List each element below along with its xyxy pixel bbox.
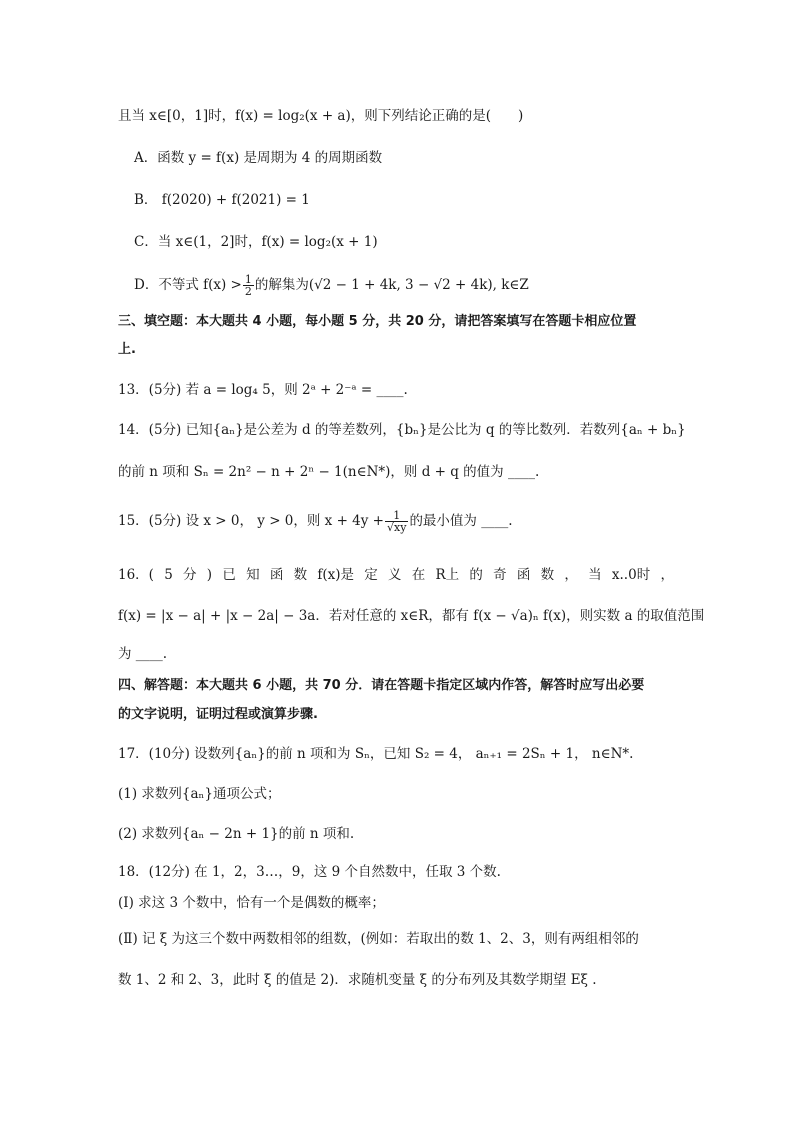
- q16-token: 的: [469, 567, 483, 583]
- question-14-line2: 的前 n 项和 Sₙ = 2n² − n + 2ⁿ − 1(n∈N*)，则 d + q 的值为 ____.: [118, 464, 540, 480]
- question-17: 17．(10分) 设数列{aₙ}的前 n 项和为 Sₙ，已知 S₂ = 4， aₙ₊₁ = 2Sₙ + 1， n∈N*.: [118, 746, 634, 762]
- fraction-one-half: $\frac{1}{2}$: [244, 273, 252, 298]
- q16-token: R上: [435, 567, 460, 583]
- q16-token: 定: [364, 567, 378, 583]
- q16-token: 函: [516, 567, 531, 583]
- q16-token: 数: [293, 567, 308, 583]
- option-d-prefix: D．不等式 f(x) >: [134, 277, 242, 293]
- q16-token: 奇: [493, 567, 507, 583]
- question-15: [118, 510, 674, 533]
- section-three-heading-cont: 上.: [118, 342, 136, 357]
- option-d-suffix: 的解集为(√2 − 1 + 4k, 3 − √2 + 4k), k∈Z: [254, 277, 529, 293]
- q16-token: 当: [588, 567, 602, 583]
- q12-option-a: A．函数 y = f(x) 是周期为 4 的周期函数: [134, 150, 383, 166]
- section-four-heading: 四、解答题：本大题共 6 小题，共 70 分．请在答题卡指定区域内作答，解答时应写出必要: [118, 678, 645, 693]
- question-18: 18．(12分) 在 1，2，3…，9，这 9 个自然数中，任取 3 个数.: [118, 864, 501, 880]
- question-16-line1: [118, 565, 674, 585]
- q16-token: 5: [164, 567, 173, 583]
- fraction-one-over-sqrt-xy: $\frac{1}{√xy}$: [387, 509, 407, 534]
- question-18-part2-line1: (Ⅱ) 记 ξ 为这三个数中两数相邻的组数，(例如：若取出的数 1、2、3，则有两组相邻的: [118, 931, 639, 947]
- section-four-heading-cont: 的文字说明，证明过程或演算步骤.: [118, 707, 318, 722]
- question-17-part2: (2) 求数列{aₙ − 2n + 1}的前 n 项和.: [118, 826, 355, 842]
- q12-option-c: C．当 x∈(1，2]时，f(x) = log₂(x + 1): [134, 234, 378, 250]
- question-17-part1: (1) 求数列{aₙ}通项公式；: [118, 786, 281, 802]
- q16-token: ，: [564, 567, 578, 583]
- q16-token: 义: [387, 567, 402, 583]
- q12-option-b: B． f(2020) + f(2021) = 1: [134, 192, 310, 208]
- q16-token: 16．(: [118, 567, 154, 583]
- question-16-line2: f(x) = |x − a| + |x − 2a| − 3a．若对任意的 x∈R，都有 f(x − √a)ₙ f(x)，则实数 a 的取值范围: [118, 608, 705, 624]
- q16-token: ): [206, 567, 213, 583]
- q15-prefix: 15．(5分) 设 x > 0， y > 0，则 x + 4y +: [118, 513, 384, 529]
- question-18-part2-line2: 数 1、2 和 2、3，此时 ξ 的值是 2)．求随机变量 ξ 的分布列及其数学期望 Eξ .: [118, 972, 597, 988]
- q16-token: 知: [246, 567, 260, 583]
- q12-stem-continuation: 且当 x∈[0，1]时，f(x) = log₂(x + a)，则下列结论正确的是( ): [118, 108, 524, 124]
- q12-option-d: [134, 274, 674, 297]
- q16-token: ，: [660, 567, 674, 583]
- question-13: 13．(5分) 若 a = log₄ 5，则 2ᵃ + 2⁻ᵃ = ____.: [118, 382, 408, 398]
- question-18-part1: (Ⅰ) 求这 3 个数中，恰有一个是偶数的概率；: [118, 895, 385, 911]
- q16-token: 在: [411, 567, 426, 583]
- q16-token: 分: [183, 567, 197, 583]
- q15-suffix: 的最小值为 ____.: [409, 513, 513, 529]
- question-14-line1: 14．(5分) 已知{aₙ}是公差为 d 的等差数列，{bₙ}是公比为 q 的等比数列．若数列{aₙ + bₙ}: [118, 422, 686, 438]
- q16-token: x..0时: [611, 567, 651, 583]
- section-three-heading: 三、填空题：本大题共 4 小题，每小题 5 分，共 20 分，请把答案填写在答题卡相应位置: [118, 314, 637, 329]
- question-16-line3: 为 ____.: [118, 646, 168, 662]
- q16-token: 已: [222, 567, 236, 583]
- q16-token: 函: [269, 567, 284, 583]
- q16-token: 数: [540, 567, 555, 583]
- q16-token: f(x)是: [317, 567, 354, 583]
